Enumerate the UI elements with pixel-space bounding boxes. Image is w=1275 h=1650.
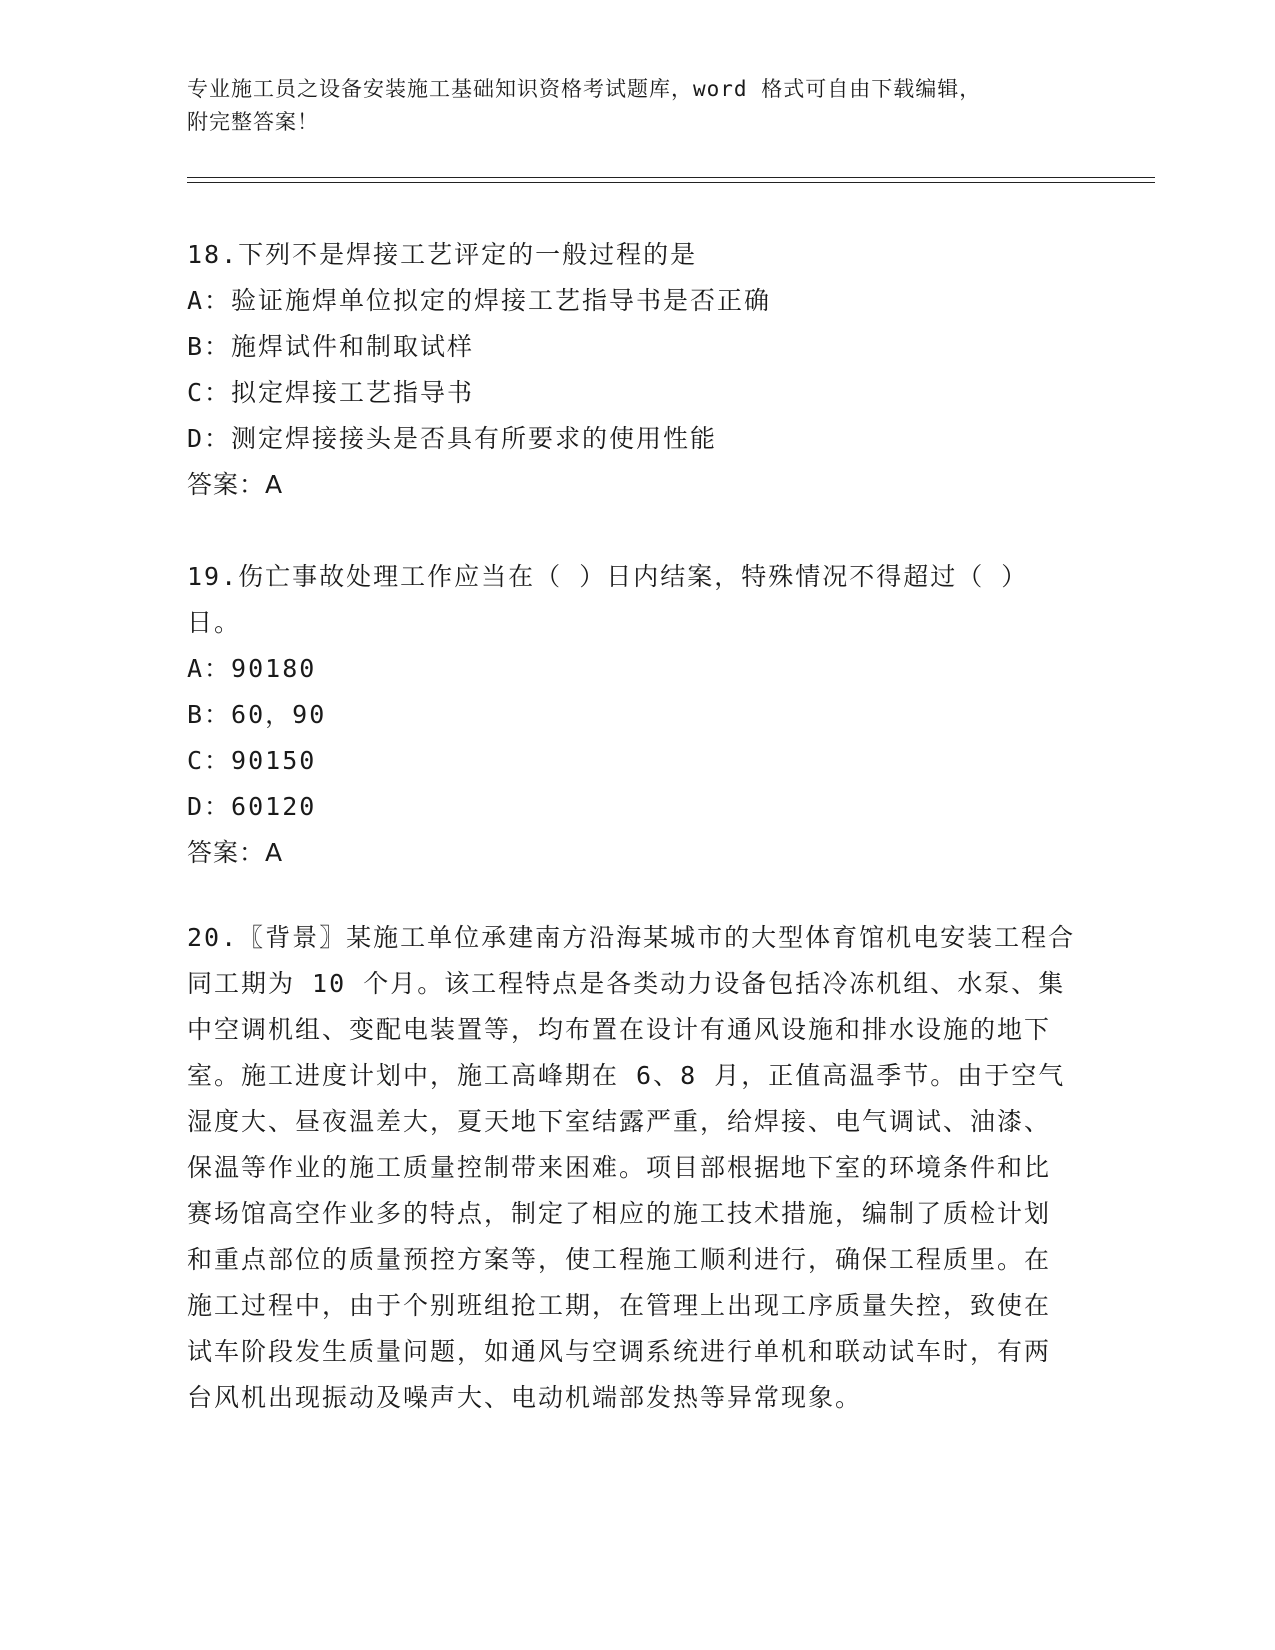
header-divider-bottom [187,182,1155,183]
option-a: A：验证施焊单位拟定的焊接工艺指导书是否正确 [187,286,772,315]
option-c: C：拟定焊接工艺指导书 [187,378,475,407]
question-stem: 18.下列不是焊接工艺评定的一般过程的是 [187,240,698,269]
document-header: 专业施工员之设备安装施工基础知识资格考试题库，word 格式可自由下载编辑， 附完整答案！ [187,77,982,134]
option-c: C：90150 [187,746,317,775]
question-19 [187,554,1077,876]
answer: 答案：A [187,838,284,867]
question-20 [187,915,1077,1421]
option-b: B：施焊试件和制取试样 [187,332,475,361]
option-d: D：60120 [187,792,317,821]
answer: 答案：A [187,470,284,499]
question-stem: 19.伤亡事故处理工作应当在（ ）日内结案，特殊情况不得超过（ ）日。 [187,562,1029,637]
option-a: A：90180 [187,654,317,683]
question-stem: 20.〖背景〗某施工单位承建南方沿海某城市的大型体育馆机电安装工程合同工期为 10 个月。该工程特点是各类动力设备包括冷冻机组、水泵、集中空调机组、变配电装置等，均布置在设计有通风设施和排水设施的地下室。施工进度计划中，施工高峰期在 6、8 月，正值高温季节。由于空气湿度大、昼夜温差大，夏天地下室结露严重，给焊接、电气调试、油漆、保温等作业的施工质量控制带来困难。项目部根据地下室的环境条件和比赛场馆高空作业多的特点，制定了相应的施工技术措施，编制了质检计划和重点部位的质量预控方案等，使工程施工顺利进行，确保工程质里。在施工过程中，由于个别班组抢工期，在管理上出现工序质量失控，致使在试车阶段发生质量问题，如通风与空调系统进行单机和联动试车时，有两台风机出现振动及噪声大、电动机端部发热等异常现象。 [187,923,1076,1412]
option-b: B：60，90 [187,700,327,729]
option-d: D：测定焊接接头是否具有所要求的使用性能 [187,424,718,453]
header-divider-top [187,177,1155,178]
question-18 [187,232,1077,508]
